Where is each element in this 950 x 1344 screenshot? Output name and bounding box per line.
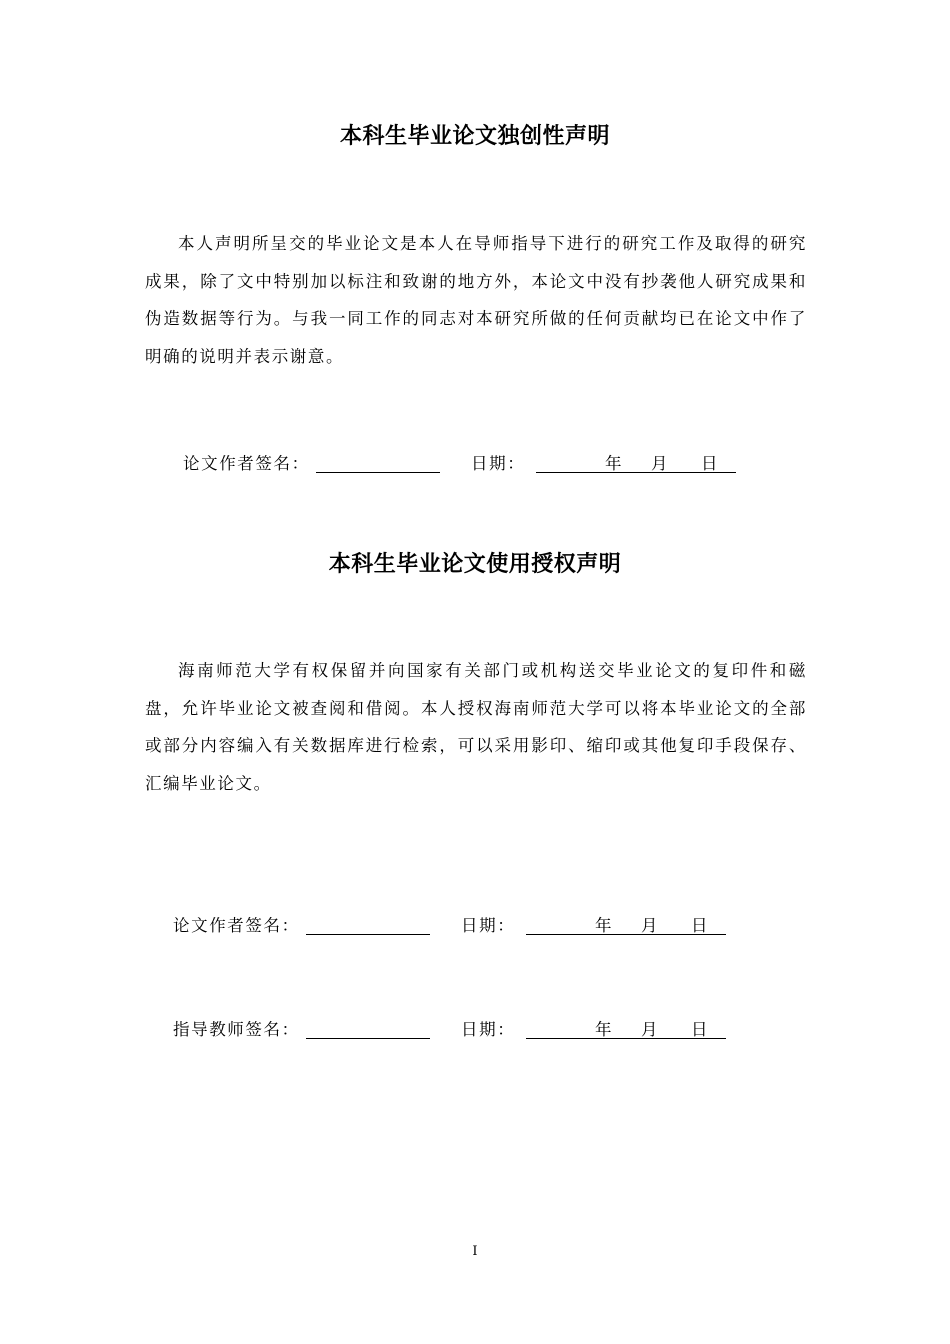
year-label: 年	[595, 1020, 614, 1039]
advisor-signature-row	[173, 1016, 733, 1042]
authorization-declaration-text: 海南师范大学有权保留并向国家有关部门或机构送交毕业论文的复印件和磁盘，允许毕业论文被查阅和借阅。本人授权海南师范大学可以将本毕业论文的全部或部分内容编入有关数据库进行检索，可以采用影印、缩印或其他复印手段保存、汇编毕业论文。	[145, 661, 807, 793]
month-label: 月	[651, 454, 670, 473]
date-label: 日期：	[461, 916, 516, 935]
date-label: 日期：	[471, 454, 526, 473]
originality-signature-row	[183, 450, 743, 476]
author-signature-line[interactable]	[306, 912, 430, 935]
advisor-signature-line[interactable]	[306, 1016, 430, 1039]
author-signature-label: 论文作者签名：	[173, 916, 300, 935]
day-label: 日	[701, 454, 720, 473]
month-label: 月	[641, 916, 660, 935]
day-label: 日	[691, 1020, 710, 1039]
authorization-declaration-title: 本科生毕业论文使用授权声明	[328, 552, 622, 577]
year-label: 年	[595, 916, 614, 935]
author-signature-line[interactable]	[316, 450, 440, 473]
date-label: 日期：	[461, 1020, 516, 1039]
originality-declaration-title: 本科生毕业论文独创性声明	[339, 124, 610, 149]
year-label: 年	[605, 454, 624, 473]
authorization-author-signature-row	[173, 912, 733, 938]
day-label: 日	[691, 916, 710, 935]
originality-declaration-text: 本人声明所呈交的毕业论文是本人在导师指导下进行的研究工作及取得的研究成果，除了文中特别加以标注和致谢的地方外，本论文中没有抄袭他人研究成果和伪造数据等行为。与我一同工作的同志对本研究所做的任何贡献均已在论文中作了明确的说明并表示谢意。	[145, 234, 807, 366]
author-signature-label: 论文作者签名：	[183, 454, 310, 473]
page-number: I	[472, 1244, 478, 1259]
month-label: 月	[641, 1020, 660, 1039]
advisor-signature-label: 指导教师签名：	[173, 1020, 300, 1039]
